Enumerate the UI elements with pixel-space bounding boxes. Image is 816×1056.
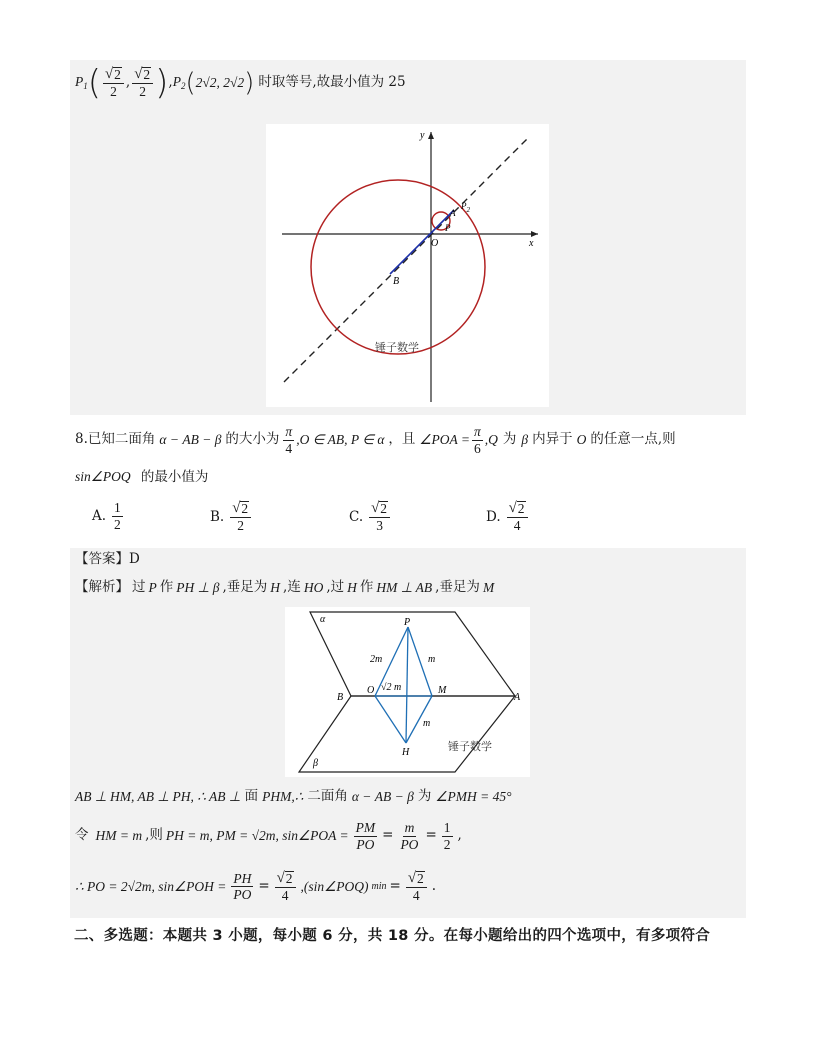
p1-label: $P_1$: [75, 74, 88, 91]
answer-label: 【答案】: [75, 551, 129, 567]
question-number: 8.: [75, 431, 88, 448]
label-alpha: α: [320, 614, 326, 625]
label-o: O: [431, 238, 439, 249]
step-2: 令 HM = m ,则 PH = m, PM = √2m, sin∠POA = $\frac{PM}{PO}$ = $\frac{m}{PO}$ = $\frac{1}{2}$ ,: [75, 820, 462, 852]
figure-circle-diagram: [266, 124, 549, 407]
option-d[interactable]: D. √ 2 4: [486, 500, 530, 534]
analysis-line: 【解析】 过 P 作 PH ⊥ β ,垂足为 H ,连 HO ,过 H 作 HM ⊥ AB ,垂足为 M: [75, 579, 495, 595]
answer-line: [75, 553, 140, 567]
option-c[interactable]: C. √ 2 3: [349, 500, 392, 534]
label-h: H: [402, 747, 410, 758]
answer-value: D: [129, 551, 140, 567]
label-beta: β: [313, 758, 318, 769]
prev-solution-line: $P_1$ ( √ 2 2 , √ 2 2 ) , $P_2$ ( 2√2, 2√2 ) 时取等号,故最小值为 25: [75, 63, 406, 103]
section-heading: 二、多选题：本题共 3 小题，每小题 6 分，共 18 分。在每小题给出的四个选项中，有多项符合: [74, 928, 711, 944]
label-b: B: [393, 276, 400, 287]
label-2m: 2m: [370, 654, 383, 665]
label-p: P: [445, 223, 451, 233]
label-b: B: [337, 692, 344, 703]
label-a: A: [514, 692, 521, 703]
x-axis-arrow: [531, 231, 538, 237]
label-m-top: m: [428, 654, 436, 665]
label-sqrt2m: √2 m: [381, 682, 402, 693]
label-o: O: [367, 685, 375, 696]
question-8-line2: sin∠POQ 的最小值为: [75, 469, 209, 485]
p2-coords: 2√2, 2√2: [195, 75, 245, 91]
p1-x-fraction: √ 2 2: [103, 66, 124, 100]
label-y: y: [420, 130, 425, 141]
step-3: ∴ PO = 2√2m, sin∠POH = $\frac{PH}{PO}$ = √ 2 4 ,(sin∠POQ) min = √ 2 4 .: [75, 870, 437, 904]
label-x: x: [529, 238, 534, 249]
analysis-label: 【解析】: [75, 579, 129, 595]
p1-y-fraction: √ 2 2: [132, 66, 153, 100]
label-p2: $P_2$: [461, 201, 470, 214]
edge-ph: [406, 627, 408, 743]
watermark: 锤子数学: [448, 740, 492, 753]
option-b[interactable]: B. √ 2 2: [210, 500, 253, 534]
y-axis-arrow: [428, 132, 434, 139]
question-8-line1: 8. 已知二面角 α − AB − β 的大小为 $\frac{\pi}{4}$ ,O ∈ AB, P ∈ α ，且 ∠POA = $\frac{\pi}{6}$ ,Q 为 β 内异于 O 的任意一点,则: [75, 424, 676, 456]
figure-dihedral-diagram: [285, 607, 530, 777]
label-a: A: [450, 208, 456, 218]
prev-solution-tail: 时取等号,故最小值为 25: [258, 74, 406, 91]
segment-bp: [390, 210, 454, 274]
label-m: M: [438, 685, 447, 696]
plane-alpha: [310, 612, 515, 696]
label-p: P: [404, 617, 411, 628]
option-a[interactable]: A. $\frac{1}{2}$: [92, 500, 121, 532]
edge-oh: [375, 696, 406, 743]
step-1: AB ⊥ HM, AB ⊥ PH, ∴ AB ⊥ 面 PHM,∴ 二面角 α − AB − β 为 ∠PMH = 45°: [75, 788, 512, 804]
watermark: 锤子数学: [375, 341, 419, 354]
label-m-bottom: m: [423, 718, 431, 729]
p2-label: $P_2$: [172, 74, 186, 91]
